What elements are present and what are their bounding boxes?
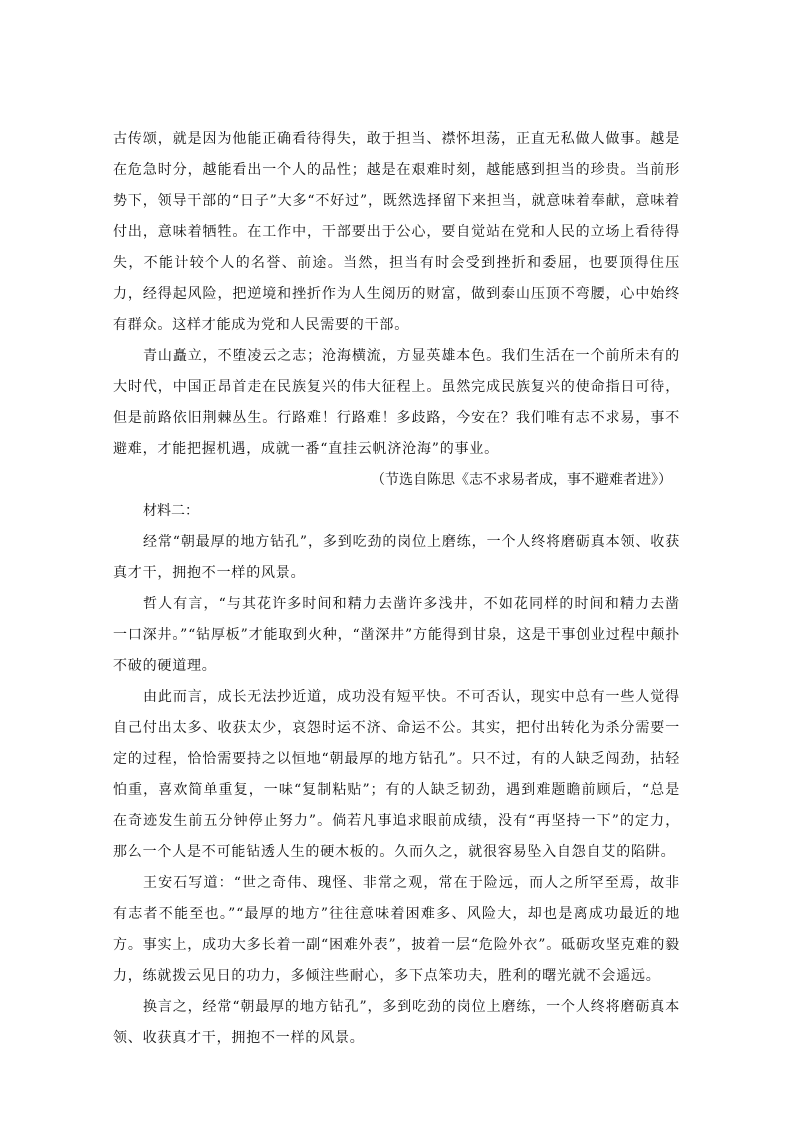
material2-paragraph-3: 由此而言，成长无法抄近道，成功没有短平快。不可否认，现实中总有一些人觉得自己付出太多、收获太少，哀怨时运不济、命运不公。其实，把付出转化为杀分需要一定的过程，恰恰需要持之以恒地“朝最厚的地方钻孔”。只不过，有的人缺乏闯劲，拈轻怕重，喜欢简单重复，一味“复制粘贴”；有的人缺乏韧劲，遇到难题瞻前顾后，“总是在奇迹发生前五分钟停止努力”。倘若凡事追求眼前成绩，没有“再坚持一下”的定力，那么一个人是不可能钻透人生的硬木板的。久而久之，就很容易坠入自怨自艾的陷阱。	[113, 689, 680, 860]
material2-paragraph-5: 换言之，经常“朝最厚的地方钻孔”，多到吃劲的岗位上磨练，一个人终将磨砺真本领、收获真才干，拥抱不一样的风景。	[113, 999, 680, 1046]
material1-source: （节选自陈思《志不求易者成，事不避难者进》）	[371, 472, 672, 488]
material2-paragraph-2: 哲人有言，“与其花许多时间和精力去凿许多浅井，不如花同样的时间和精力去凿一口深井。”“钻厚板”才能取到火种，“凿深井”方能得到甘泉，这是干事创业过程中颠扑不破的硬道理。	[113, 596, 680, 674]
material1-paragraph-1: 古传颂，就是因为他能正确看待得失，敢于担当、襟怀坦荡，正直无私做人做事。越是在危急时分，越能看出一个人的品性；越是在艰难时刻，越能感到担当的珍贵。当前形势下，领导干部的“日子”大多“不好过”，既然选择留下来担当，就意味着奉献，意味着付出，意味着牺牲。在工作中，干部要出于公心，要自觉站在党和人民的立场上看待得失，不能计较个人的名誉、前途。当然，担当有时会受到挫折和委屈，也要顶得住压力，经得起风险，把逆境和挫折作为人生阅历的财富，做到泰山压顶不弯腰，心中始终有群众。这样才能成为党和人民需要的干部。	[113, 131, 680, 333]
document-page	[113, 124, 680, 1054]
material1-paragraph-2: 青山矗立，不堕凌云之志；沧海横流，方显英雄本色。我们生活在一个前所未有的大时代，中国正昂首走在民族复兴的伟大征程上。虽然完成民族复兴的使命指日可待，但是前路依旧荆棘丛生。行路难！行路难！多歧路，今安在？我们唯有志不求易，事不避难，才能把握机遇，成就一番“直挂云帆济沧海”的事业。	[113, 348, 680, 457]
material2-label: 材料二：	[143, 503, 199, 519]
material2-paragraph-4: 王安石写道：“世之奇伟、瑰怪、非常之观，常在于险远，而人之所罕至焉，故非有志者不能至也。”“最厚的地方”往往意味着困难多、风险大，却也是离成功最近的地方。事实上，成功大多长着一副“困难外表”，披着一层“危险外衣”。砥砺攻坚克难的毅力，练就拨云见日的功力，多倾注些耐心，多下点笨功夫，胜利的曙光就不会遥远。	[113, 875, 680, 984]
material2-paragraph-1: 经常“朝最厚的地方钻孔”，多到吃劲的岗位上磨练，一个人终将磨砺真本领、收获真才干，拥抱不一样的风景。	[113, 534, 680, 581]
